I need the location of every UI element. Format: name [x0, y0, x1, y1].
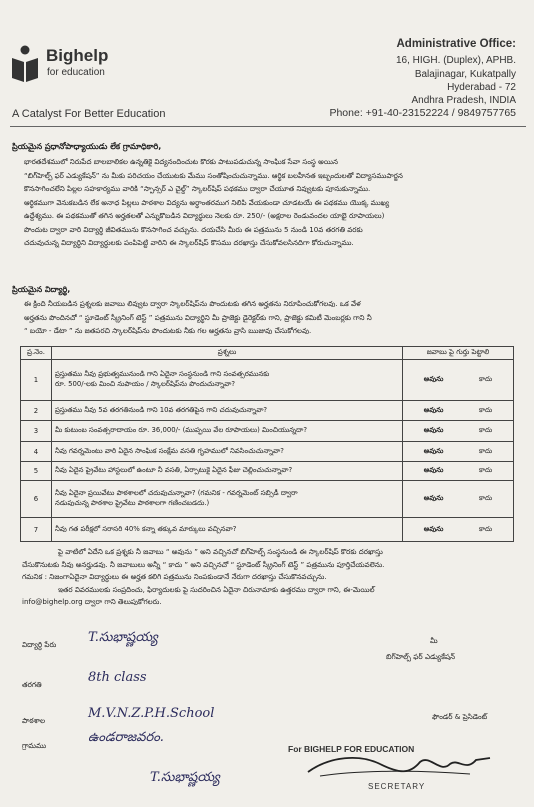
- question-line: ప్రస్తుతము నీవు 5వ తరగతినుండి గాని 10వ తరగతిపైన గాని చదువుచున్నావా?: [55, 405, 268, 414]
- name-label: విద్యార్థి పేరు: [22, 640, 57, 649]
- question-line: ప్రస్తుతము నీవు ప్రభుత్వమునుండి గాని ఏదైనా సంస్థనుండి గాని సంవత్సరమునకు: [55, 370, 270, 378]
- yes-option[interactable]: అవును: [423, 466, 444, 474]
- paragraph-line: info@bighelp.org ద్వారా గాని తెలుపుకోగలరు.: [22, 597, 162, 607]
- tagline: A Catalyst For Better Education: [12, 108, 166, 120]
- question-text: [52, 401, 403, 421]
- question-number: 2: [21, 401, 52, 421]
- no-option[interactable]: కాదు: [478, 426, 493, 434]
- column-header: జవాబు పై గుర్తు పెట్టాలి: [403, 347, 514, 360]
- column-header: ప్ర.నెం.: [21, 347, 52, 360]
- question-line: నీవు గవర్నమెంటు వారి ఏదైన సాంఘిక సంక్షేమ వసతి గృహములో నివసించుచున్నావా?: [55, 446, 284, 455]
- header-divider: [10, 126, 526, 127]
- instructions-paragraph: [22, 546, 534, 609]
- table-header-row: [21, 347, 514, 360]
- address-line: Andhra Pradesh, INDIA: [411, 95, 516, 107]
- no-option[interactable]: కాదు: [478, 375, 493, 383]
- column-header: ప్రశ్నలు: [52, 347, 403, 360]
- answer-cell: [403, 518, 514, 542]
- table-row: [21, 481, 514, 518]
- village-label: గ్రామము: [22, 741, 47, 750]
- address-line: Hyderabad - 72: [447, 81, 516, 93]
- no-option[interactable]: కాదు: [478, 405, 493, 414]
- paragraph-line: చేసుకొనుటకు నీవు అనర్హుడవు. నీ జవాబులు అన్నీ “ కాదు ” అని వచ్చినచో “ స్టూడెంట్ స్క్రీనింగ్ టెస్ట్ ” పత్రమును పూర్తిచేయవలెను.: [22, 559, 385, 569]
- no-option[interactable]: కాదు: [478, 524, 493, 533]
- answer-cell: [403, 421, 514, 442]
- signoff-founder: ఫౌండర్ & ప్రెసిడెంట్: [432, 712, 488, 721]
- question-text: [52, 360, 403, 401]
- paragraph-line: ఇతర వివరములకు సంప్రదించు, ఫిర్యాదులకు పై సుదరించిన ఏదైనా చిరునామాకు ఉత్తరము ద్వారా గాని, ఈ-మెయిల్: [58, 584, 375, 594]
- question-line: రూ. 500/-లకు మించి నుపాయం / స్కాలర్‌షిప్‌ను పొందుచున్నావా?: [55, 380, 236, 388]
- paragraph-line: చదువుచున్న విద్యార్థిని విద్యార్థులకు పంపిపెట్టి వారిని ఈ స్కాలర్‌షిప్ కొసము దరఖాస్తు చేసుకోవలసినదిగా కోరుచున్నాము.: [24, 238, 354, 247]
- question-line: నీవు గత పరీక్షలో సరాసరి 40% కన్నా తక్కువ మార్కులు వచ్చినవా?: [55, 524, 237, 533]
- answer-cell: [403, 481, 514, 518]
- paragraph-line: భారతదేశములో నిరుపేద బాలబాలికల ఉన్నతికై విద్యనందించుట కొరకు పాటుపడుచున్న సాంఘిక సేవా సంస్థ అయిన: [24, 157, 338, 166]
- question-text: [52, 518, 403, 542]
- paragraph-line: ఆర్థికముగా వెనుకబడిన లేక అనాధ పిల్లలు పాఠశాల విద్యను అర్థాంతరముగ నిలిపి వేయకుండా చూడటయే ఈ పథకము యొక్క ముఖ్య: [24, 197, 390, 207]
- table-row: [21, 442, 514, 462]
- yes-option[interactable]: అవును: [423, 446, 444, 455]
- table-row: [21, 518, 514, 542]
- village-value[interactable]: ఉండరాజవరం.: [88, 730, 164, 745]
- stamp-org: For BIGHELP FOR EDUCATION: [288, 744, 415, 754]
- school-value[interactable]: M.V.N.Z.P.H.School: [88, 706, 215, 721]
- question-number: 1: [21, 360, 52, 401]
- class-value[interactable]: 8th class: [88, 670, 147, 685]
- signoff-org: బిగ్‌హెల్ప్ ఫర్ ఎడ్యుకేషన్: [386, 652, 456, 661]
- table-row: [21, 462, 514, 481]
- answer-cell: [403, 360, 514, 401]
- signoff-yours: మీ: [430, 636, 438, 645]
- paragraph-line: ఉద్దేశ్యము. ఈ పథకముతో తగిన అర్హతలతో ఎన్నుకొబడిన విద్యార్థులు నెలకు రూ. 250/- (అక్షరాల రెండువందల యాభై రూపాయలు): [24, 211, 385, 220]
- paragraph-line: గమనిక : నిజంగాఏదైనా విద్యార్థులు ఈ అర్హత కలిగి పత్రమును నింపకుండానే నేరుగా దరఖాస్తు చేసుకొనవచ్చును.: [22, 572, 327, 582]
- paragraph-line: “బిగ్‌హెల్ప్ ఫర్ ఎడ్యుకేషన్” ను మీకు పరిచయం చేయుటకు మేము సంతోషించుచున్నాము. ఆర్థిక బలహీనత ఇబ్బందులతో విద్యాసముపార్జన: [24, 170, 403, 180]
- question-number: 5: [21, 462, 52, 481]
- question-number: 4: [21, 442, 52, 462]
- answer-cell: [403, 442, 514, 462]
- no-option[interactable]: కాదు: [478, 466, 493, 474]
- student-signature: T.సుభాష్ణయ్య: [150, 770, 220, 785]
- office-title: Administrative Office:: [396, 38, 516, 50]
- school-label: పాఠశాల: [22, 716, 46, 725]
- table-row: [21, 360, 514, 401]
- address-line: Balajinagar, Kukatpally: [414, 68, 516, 80]
- name-value[interactable]: T.సుభాష్ణయ్య: [88, 630, 158, 645]
- paragraph-line: అర్హతను పొందినచో “ స్టూడెంట్ స్క్రీనింగ్ టెస్ట్ ” పత్రమును విద్యార్థిని మీ ప్రాజెక్టు డైరెక్టర్‌కు గాని, ప్రాజెక్టు కమిటీ మెంబర్లకు గాని నీ: [24, 312, 372, 322]
- question-text: [52, 442, 403, 462]
- paragraph-line: పొందుట ద్వారా వారి విద్యార్థి జీవితమును కొనసాగించ వచ్చును. దయచేసి మీరు ఈ పత్రమును 5 నుండి 10వ తరగతి వరకు: [24, 224, 363, 234]
- paragraph-line: కొనసాగించలేని పిల్లల సహకార్యము వారికి “స్పాన్సర్ ఎ చైల్డ్” స్కాలర్‌షిప్ పథకము ద్వారా చేయూత నివ్వుటకు పూనుకున్నాము.: [24, 184, 371, 193]
- question-text: [52, 481, 403, 518]
- question-line: నీవు ఏదైన ప్రైవేటు హాస్టలులో ఉంటూ నీ వసతి, ఏర్పాటుకై ఏదైన ఫీజు చెల్లించుచున్నావా?: [55, 466, 293, 474]
- paragraph-line: “ బయో - డేటా ” ను జతపరచి స్కాలర్‌షిప్‌ను పొందుటకు నీకు గల అర్హతను వ్రాసి ఋజువు చేసుకోగలవు.: [24, 326, 312, 335]
- yes-option[interactable]: అవును: [423, 426, 444, 434]
- intro-paragraph: [24, 155, 534, 250]
- question-text: [52, 421, 403, 442]
- yes-option[interactable]: అవును: [423, 524, 444, 533]
- eligibility-questions-table: [20, 346, 514, 542]
- secretary-signature: [300, 750, 500, 780]
- yes-option[interactable]: అవును: [423, 405, 444, 414]
- question-number: 6: [21, 481, 52, 518]
- question-number: 7: [21, 518, 52, 542]
- question-line: నీవు ఏదైనా ప్రయివేటు పాఠశాలలో చదువుచున్నావా? (గమనిక - గవర్నమెంట్ సబ్సిడీ ద్వారా: [55, 489, 298, 497]
- office-address-block: [329, 38, 516, 121]
- table-row: [21, 401, 514, 421]
- answer-cell: [403, 462, 514, 481]
- brand-subtitle: for education: [47, 67, 105, 78]
- office-phone: Phone: +91-40-23152224 / 9849757765: [329, 107, 516, 120]
- stamp-title: SECRETARY: [368, 782, 426, 791]
- student-paragraph: [24, 297, 534, 338]
- answer-cell: [403, 401, 514, 421]
- greeting-headmaster: ప్రియమైన ప్రధానోపాధ్యాయుడు లేక గ్రామాధికారి,: [12, 142, 162, 151]
- address-line: 16, HIGH. (Duplex), APHB.: [395, 55, 516, 67]
- question-line: నడుపుచున్న పాఠశాల ప్రైవేటు పాఠశాలగా గణించబడదు.): [55, 499, 210, 507]
- paragraph-line: ఈ క్రింది నీయబడిన ప్రశ్నలకు జవాబు లివ్వుట ద్వారా స్కాలర్‌షిప్‌ను పొందుటకు తగిన అర్హతను నిరూపించుకోగలవు. ఒక వేళ: [24, 299, 361, 308]
- yes-option[interactable]: అవును: [423, 375, 444, 383]
- book-logo-icon: [10, 44, 40, 84]
- paragraph-line: పై వాటిలో ఏదేని ఒక ప్రశ్నకు నీ జవాబు “ అవును ” అని వచ్చినచో బిగ్‌హెల్ప్ సంస్థనుండి ఈ స్కాలర్‌షిప్ కొరకు దరఖాస్తు: [58, 547, 383, 556]
- greeting-student: ప్రియమైన విద్యార్థి,: [12, 285, 71, 294]
- question-text: [52, 462, 403, 481]
- question-number: 3: [21, 421, 52, 442]
- brand-name: Bighelp: [46, 46, 109, 65]
- yes-option[interactable]: అవును: [423, 494, 444, 502]
- question-line: మీ కుటుంబ సంవత్సరాదాయం రూ. 36,000/- (ముప్ఫయి వేల రూపాయలు) మించియున్నదా?: [55, 426, 307, 434]
- table-row: [21, 421, 514, 442]
- no-option[interactable]: కాదు: [478, 494, 493, 502]
- no-option[interactable]: కాదు: [478, 446, 493, 455]
- class-label: తరగతి: [22, 680, 42, 689]
